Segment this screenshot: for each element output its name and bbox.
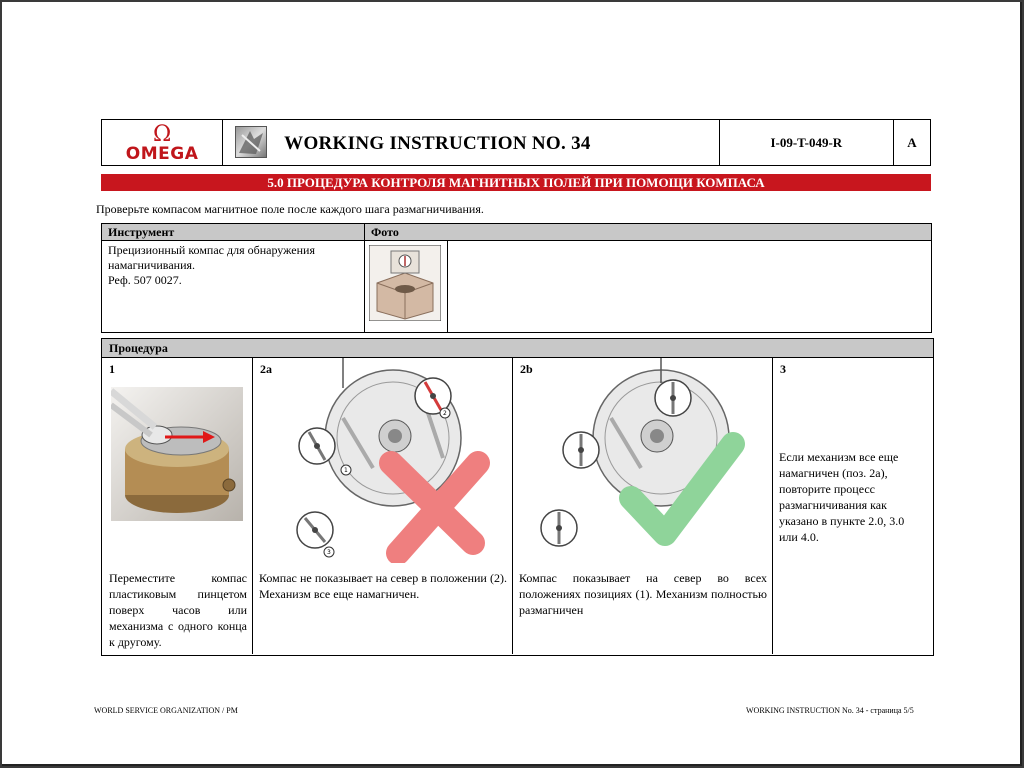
footer-left: WORLD SERVICE ORGANIZATION / PM (94, 706, 238, 715)
callout-2: 2 (443, 410, 447, 417)
movement-diagram-demagnetized (533, 358, 763, 563)
document-header (101, 119, 931, 166)
compass-box-photo (369, 245, 441, 321)
step-2a-description: Компас не показывает на север в положении (2). Механизм все еще намагничен. (259, 571, 507, 601)
omega-wordmark: OMEGA (125, 144, 199, 164)
title-cell (223, 120, 720, 166)
tool-description: Прецизионный компас для обнаружения намагничивания. (108, 243, 315, 272)
step-2b-number: 2b (520, 362, 533, 376)
callout-3: 3 (327, 549, 331, 556)
step-2a-number: 2a (260, 362, 272, 376)
tool-reference: Реф. 507 0027. (108, 273, 182, 287)
footer-right: WORKING INSTRUCTION No. 34 - страница 5/5 (746, 706, 914, 715)
movement-diagram-not-demagnetized (273, 358, 503, 563)
step-1-photo (111, 387, 243, 521)
step-1-column (102, 358, 253, 654)
callout-1: 1 (344, 467, 348, 474)
step-1-description: Переместите компас пластиковым пинцетом поверх часов или механизма с одного конца к другому. (109, 571, 247, 649)
logo-cell (102, 120, 223, 166)
photo-column-header: Фото (365, 224, 932, 241)
document-icon (235, 126, 267, 158)
procedure-header: Процедура (102, 339, 933, 358)
section-banner: 5.0 ПРОЦЕДУРА КОНТРОЛЯ МАГНИТНЫХ ПОЛЕЙ ПРИ ПОМОЩИ КОМПАСА (101, 174, 931, 191)
step-2b-description: Компас показывает на север во всех положениях позициях (1). Механизм полностью размагничен (519, 571, 767, 617)
document-page (2, 2, 1022, 766)
procedure-section (101, 338, 934, 656)
step-3-number: 3 (780, 362, 786, 376)
document-reference: I-09-T-049-R (719, 120, 893, 166)
step-3-description: Если механизм все еще намагничен (поз. 2а), повторите процесс размагничивания как указано в пункте 2.0, 3.0 или 4.0. (779, 450, 905, 544)
photo-cell (365, 241, 448, 333)
step-1-number: 1 (109, 362, 115, 376)
intro-text: Проверьте компасом магнитное поле после каждого шага размагничивания. (96, 202, 484, 216)
tool-description-cell (102, 241, 365, 333)
tools-table (101, 223, 932, 333)
step-2b-column (513, 358, 773, 654)
tool-column-header: Инструмент (102, 224, 365, 241)
revision-letter: A (893, 120, 930, 166)
page-title: WORKING INSTRUCTION NO. 34 (284, 133, 591, 154)
empty-cell (448, 241, 932, 333)
step-2a-column (253, 358, 513, 654)
step-3-column (773, 358, 931, 654)
omega-symbol: Ω (152, 122, 172, 147)
omega-logo (102, 124, 222, 163)
